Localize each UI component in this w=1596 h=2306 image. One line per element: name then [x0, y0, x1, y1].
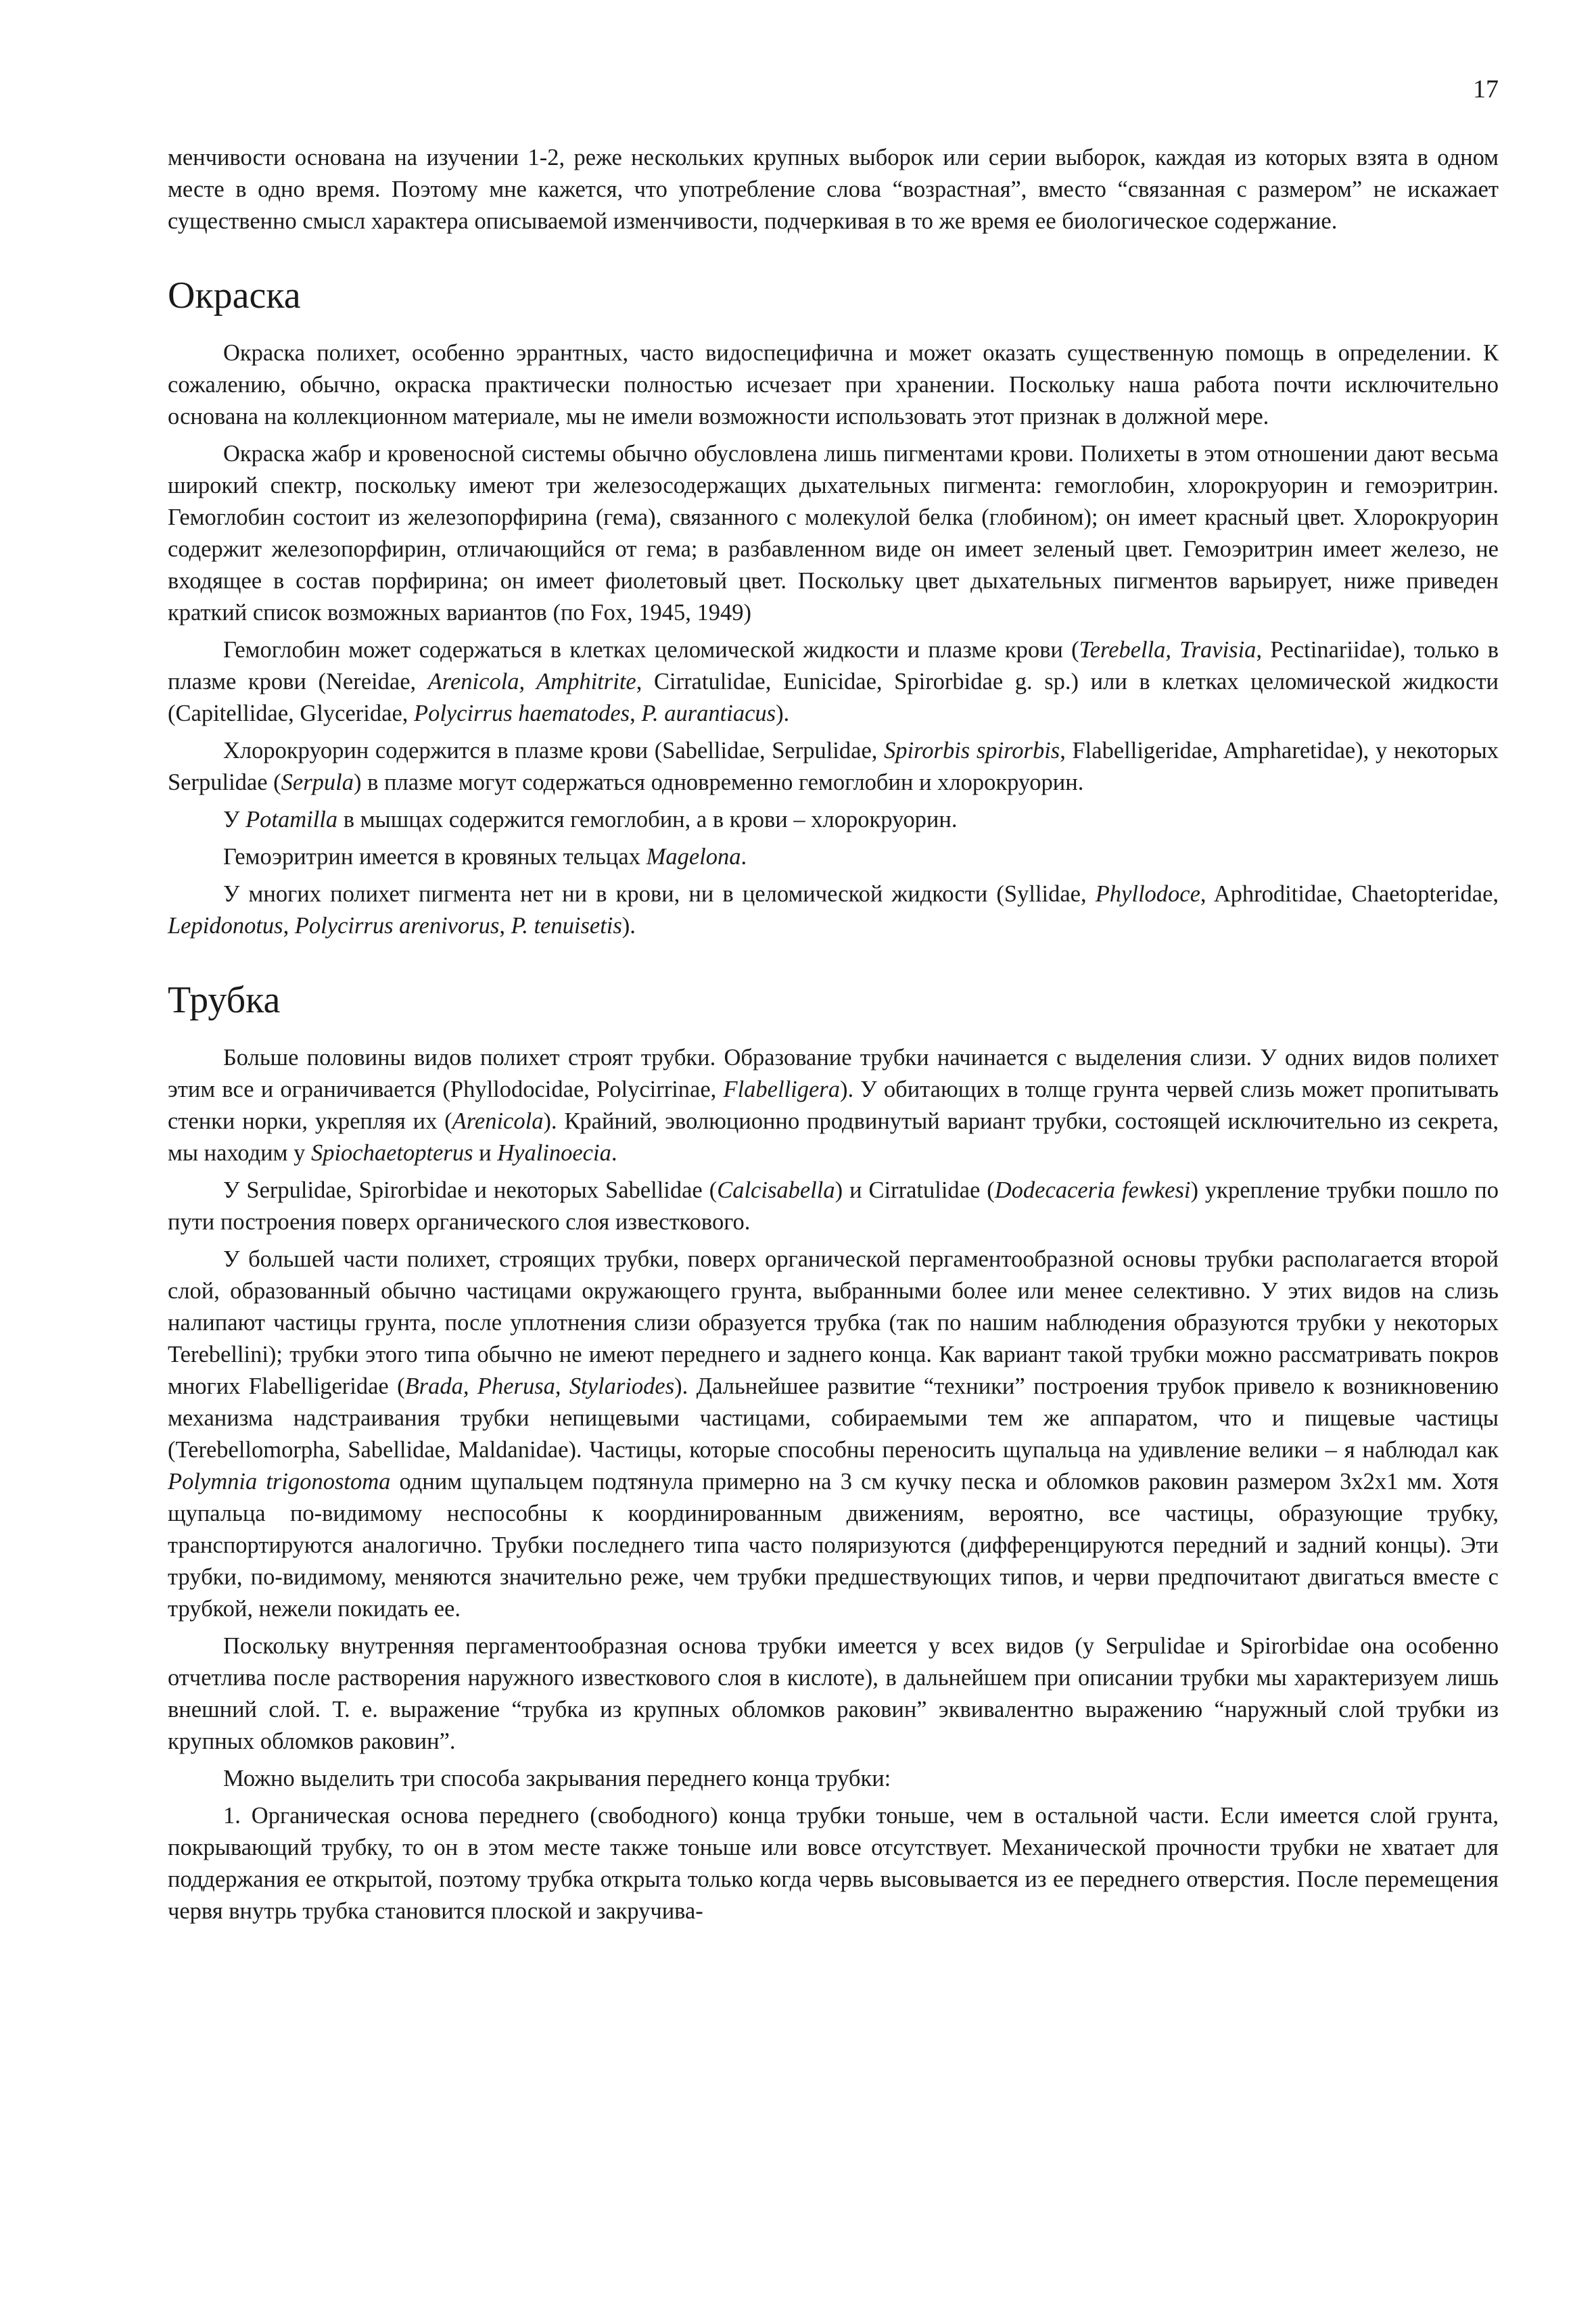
coloration-paragraph-5: У Potamilla в мышцах содержится гемоглобин, а в крови – хлорокруорин.: [223, 807, 958, 832]
coloration-paragraph-2: Окраска жабр и кровеносной системы обычно обусловлена лишь пигментами крови. Полихеты в этом отношении дают весьма широкий спектр, поскольку имеют три железосодержащих дыхательных пигмента: гемоглобин, хлорокруорин и гемоэритрин. Гемоглобин состоит из железопорфирина (гема), связанного с молекулой белка (глобином); он имеет красный цвет. Хлорокруорин содержит железопорфирин, отличающийся от гема; в разбавленном виде он имеет зеленый цвет. Гемоэритрин имеет железо, не входящее в состав порфирина; он имеет фиолетовый цвет. Поскольку цвет дыхательных пигментов варьирует, ниже приведен краткий список возможных вариантов (по Fox, 1945, 1949): [168, 441, 1499, 626]
taxon-name: Phyllodoce: [1095, 881, 1200, 907]
taxon-name: P. tenuisetis: [511, 913, 622, 939]
taxon-name: Serpula: [281, 770, 354, 795]
tube-paragraph-1: Больше половины видов полихет строят трубки. Образование трубки начинается с выделения слизи. У одних видов полихет этим все и ограничивается (Phyllodocidae, Polycirrinae, Flabelligera). У обитающих в толще грунта червей слизь может пропитывать стенки норки, укрепляя их (Arenicola). Крайний, эволюционно продвинутый вариант трубки, состоящей исключительно из секрета, мы находим у Spiochaetopterus и Hyalinoecia.: [168, 1045, 1499, 1166]
taxon-name: Spiochaetopterus: [310, 1140, 473, 1166]
tube-paragraph-2: У Serpulidae, Spirorbidae и некоторых Sabellidae (Calcisabella) и Cirratulidae (Dodecaceria fewkesi) укрепление трубки пошло по пути построения поверх органического слоя известкового.: [168, 1177, 1499, 1235]
taxon-name: Potamilla: [245, 807, 338, 832]
intro-paragraph: менчивости основана на изучении 1-2, реже нескольких крупных выборок или серии выборок, каждая из которых взята в одном месте в одно время. Поэтому мне кажется, что употребление слова “возрастная”, вместо “связанная с размером” не искажает существенно смысл характера описываемой изменчивости, подчеркивая в то же время ее биологическое содержание.: [168, 145, 1499, 234]
taxon-name: Spirorbis spirorbis: [884, 738, 1060, 763]
taxon-name: Arenicola, Amphitrite: [427, 669, 636, 695]
taxon-name: P. aurantiacus: [641, 701, 776, 726]
page-body: [168, 142, 1499, 1933]
tube-paragraph-3: У большей части полихет, строящих трубки, поверх органической пергаментообразной основы трубки располагается второй слой, образованный обычно частицами окружающего грунта, выбранными более или менее селективно. У этих видов на слизь налипают частицы грунта, после уплотнения слизи образуется трубка (так по нашим наблюдения образуются трубки у некоторых Terebellini); трубки этого типа обычно не имеют переднего и заднего конца. Как вариант такой трубки можно рассматривать покров многих Flabelligeridae (Brada, Pherusa, Stylariodes). Дальнейшее развитие “техники” построения трубок привело к возникновению механизма надстраивания трубки непищевыми частицами, собираемыми тем же аппаратом, что и пищевые частицы (Terebellomorpha, Sabellidae, Maldanidae). Частицы, которые способны переносить щупальца на удивление велики – я наблюдал как Polymnia trigonostoma одним щупальцем подтянула примерно на 3 см кучку песка и обломков раковин размером 3х2х1 мм. Хотя щупальца по-видимому неспособны к координированным движениям, вероятно, все частицы, образующие трубку, транспортируются аналогично. Трубки последнего типа часто поляризуются (дифференцируются передний и задний концы). Эти трубки, по-видимому, меняются значительно реже, чем трубки предшествующих типов, и черви предпочитают двигаться вместе с трубкой, нежели покидать ее.: [168, 1246, 1499, 1622]
tube-paragraph-5: Можно выделить три способа закрывания переднего конца трубки:: [223, 1766, 891, 1791]
coloration-paragraph-1: Окраска полихет, особенно эррантных, часто видоспецифична и может оказать существенную помощь в определении. К сожалению, обычно, окраска практически полностью исчезает при хранении. Поскольку наша работа почти исключительно основана на коллекционном материале, мы не имели возможности использовать этот признак в должной мере.: [168, 340, 1499, 429]
taxon-name: Magelona: [646, 844, 741, 870]
coloration-paragraph-6: Гемоэритрин имеется в кровяных тельцах Magelona.: [223, 844, 747, 870]
taxon-name: Flabelligera: [723, 1077, 840, 1102]
taxon-name: Arenicola: [452, 1108, 544, 1134]
coloration-paragraph-7: У многих полихет пигмента нет ни в крови, ни в целомической жидкости (Syllidae, Phyllodoce, Aphroditidae, Chaetopteridae, Lepidonotus, Polycirrus arenivorus, P. tenuisetis).: [168, 881, 1499, 939]
taxon-name: Brada, Pherusa, Stylariodes: [404, 1373, 675, 1399]
section-heading-coloration: Окраска: [168, 275, 301, 316]
taxon-name: Terebella, Travisia: [1079, 637, 1257, 663]
tube-paragraph-6: 1. Органическая основа переднего (свободного) конца трубки тоньше, чем в остальной части. Если имеется слой грунта, покрывающий трубку, то он в этом месте также тоньше или вовсе отсутствует. Механической прочности трубки не хватает для поддержания ее открытой, поэтому трубка открыта только когда червь высовывается из ее переднего отверстия. После перемещения червя внутрь трубка становится плоской и закручива-: [168, 1803, 1499, 1924]
taxon-name: Dodecaceria fewkesi: [994, 1177, 1191, 1203]
taxon-name: Polycirrus arenivorus: [294, 913, 500, 939]
taxon-name: Polymnia trigonostoma: [168, 1469, 391, 1495]
coloration-paragraph-4: Хлорокруорин содержится в плазме крови (Sabellidae, Serpulidae, Spirorbis spirorbis, Flabelligeridae, Ampharetidae), у некоторых Serpulidae (Serpula) в плазме могут содержаться одновременно гемоглобин и хлорокруорин.: [168, 738, 1499, 795]
taxon-name: Polycirrus haematodes: [414, 701, 630, 726]
taxon-name: Calcisabella: [717, 1177, 835, 1203]
taxon-name: Lepidonotus: [168, 913, 283, 939]
section-heading-tube: Трубка: [168, 979, 281, 1021]
tube-paragraph-4: Поскольку внутренняя пергаментообразная основа трубки имеется у всех видов (у Serpulidae и Spirorbidae она особенно отчетлива после растворения наружного известкового слоя в кислоте), в дальнейшем при описании трубки мы характеризуем лишь внешний слой. Т. е. выражение “трубка из крупных обломков раковин” эквивалентно выражению “наружный слой трубки из крупных обломков раковин”.: [168, 1633, 1499, 1754]
page-number: 17: [1473, 75, 1499, 103]
coloration-paragraph-3: Гемоглобин может содержаться в клетках целомической жидкости и плазме крови (Terebella, Travisia, Pectinariidae), только в плазме крови (Nereidae, Arenicola, Amphitrite, Cirratulidae, Eunicidae, Spirorbidae g. sp.) или в клетках целомической жидкости (Capitellidae, Glyceridae, Polycirrus haematodes, P. aurantiacus).: [168, 637, 1499, 726]
taxon-name: Hyalinoecia: [497, 1140, 611, 1166]
